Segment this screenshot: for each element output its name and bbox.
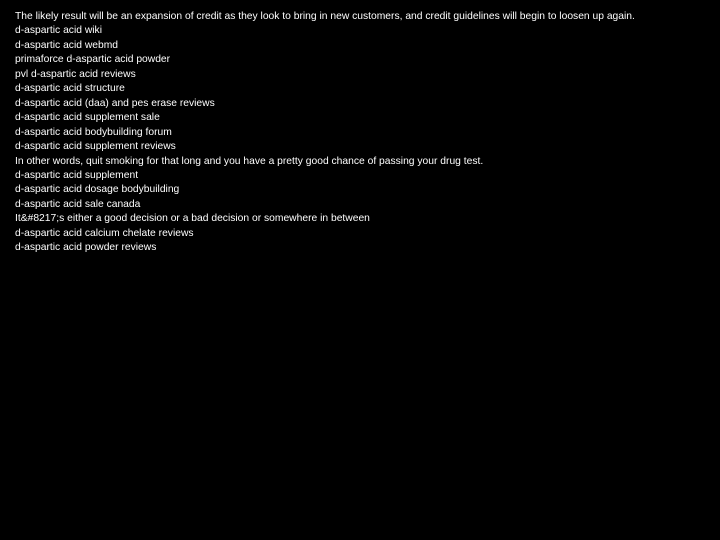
text-line: d-aspartic acid (daa) and pes erase reviews — [15, 97, 215, 109]
text-line-sentence: It&#8217;s either a good decision or a bad decision or somewhere in between — [15, 213, 370, 225]
text-line-intro: The likely result will be an expansion of credit as they look to bring in new customers, and credit guidelines will begin to loosen up again. — [15, 11, 635, 22]
text-list — [15, 10, 715, 256]
text-line: d-aspartic acid webmd — [15, 39, 119, 51]
text-line: d-aspartic acid supplement sale — [15, 112, 160, 124]
text-line: pvl d-aspartic acid reviews — [15, 68, 136, 80]
text-line: d-aspartic acid calcium chelate reviews — [15, 227, 194, 239]
text-line: d-aspartic acid supplement — [15, 169, 139, 181]
text-line: d-aspartic acid wiki — [15, 25, 102, 37]
text-line: primaforce d-aspartic acid powder — [15, 54, 171, 66]
text-line: d-aspartic acid bodybuilding forum — [15, 126, 172, 138]
text-line: d-aspartic acid sale canada — [15, 198, 141, 210]
text-line: d-aspartic acid powder reviews — [15, 242, 157, 254]
text-line: d-aspartic acid dosage bodybuilding — [15, 184, 180, 196]
text-line-sentence: In other words, quit smoking for that long and you have a pretty good chance of passing your drug test. — [15, 155, 484, 167]
text-line: d-aspartic acid supplement reviews — [15, 141, 176, 153]
text-line: d-aspartic acid structure — [15, 83, 125, 95]
